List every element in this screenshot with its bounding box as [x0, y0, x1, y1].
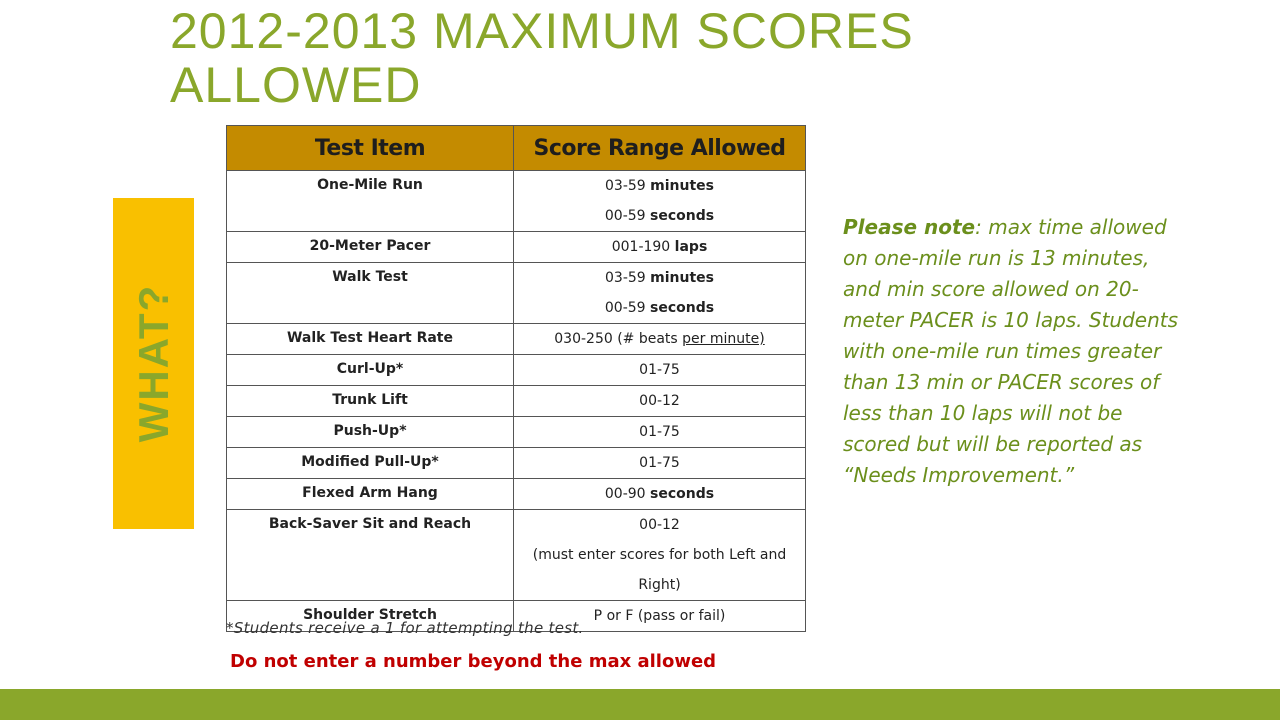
range-unit: minutes	[650, 178, 714, 194]
table-row	[227, 263, 806, 324]
table-footnote: *Students receive a 1 for attempting the test.	[226, 619, 584, 637]
score-range-cell: 01-75	[514, 417, 806, 448]
score-range-cell: 01-75	[514, 448, 806, 479]
range-unit: minutes	[650, 270, 714, 286]
test-item-cell: Flexed Arm Hang	[227, 479, 514, 510]
note-body: : max time allowed on one-mile run is 13 minutes, and min score allowed on 20-meter PACER is 10 laps. Students with one-mile run times greater than 13 min or PACER scores of less than 10 laps will not be scored but will be reported as “Needs Improvement.”	[843, 215, 1179, 487]
table-row	[227, 232, 806, 263]
test-item-cell: Curl-Up*	[227, 355, 514, 386]
please-note-text	[843, 212, 1188, 491]
score-range-cell: 01-75	[514, 355, 806, 386]
side-label: WHAT?	[130, 283, 177, 443]
footer-band	[0, 689, 1280, 720]
slide-title: 2012-2013 MAXIMUM SCORES ALLOWED	[170, 3, 914, 113]
max-warning: Do not enter a number beyond the max allowed	[230, 651, 717, 672]
range-line	[514, 201, 805, 231]
score-range-cell: P or F (pass or fail)	[514, 601, 806, 632]
test-item-cell: Walk Test	[227, 263, 514, 324]
table-row	[227, 479, 806, 510]
range-number: 00-59	[604, 208, 646, 224]
column-header-score-range: Score Range Allowed	[514, 126, 806, 171]
score-range-cell	[514, 171, 806, 232]
table-row	[227, 171, 806, 232]
table-row	[227, 448, 806, 479]
range-number: 00-90	[604, 486, 646, 502]
column-header-test-item: Test Item	[227, 126, 514, 171]
range-text: 00-12	[639, 517, 680, 533]
range-extra-text: (must enter scores for both Left and Right)	[532, 547, 787, 593]
score-range-cell	[514, 324, 806, 355]
test-item-cell: Push-Up*	[227, 417, 514, 448]
range-line	[514, 479, 805, 509]
table-row	[227, 510, 806, 601]
range-unit: seconds	[650, 486, 715, 502]
test-item-cell: One-Mile Run	[227, 171, 514, 232]
test-item-cell: Trunk Lift	[227, 386, 514, 417]
range-line	[514, 171, 805, 201]
range-text: 030-250 (# beats	[554, 331, 683, 347]
table-row	[227, 386, 806, 417]
test-item-cell: Back-Saver Sit and Reach	[227, 510, 514, 601]
test-item-cell: 20-Meter Pacer	[227, 232, 514, 263]
table-header-row	[227, 126, 806, 171]
score-range-cell	[514, 479, 806, 510]
table-row	[227, 324, 806, 355]
range-unit: laps	[674, 239, 708, 255]
test-item-cell: Walk Test Heart Rate	[227, 324, 514, 355]
range-number: 03-59	[605, 270, 646, 286]
range-underlined-text: per minute)	[682, 331, 765, 347]
score-range-cell	[514, 510, 806, 601]
range-unit: seconds	[650, 300, 715, 316]
range-number: 03-59	[605, 178, 646, 194]
note-lead: Please note	[843, 215, 976, 239]
range-unit: seconds	[650, 208, 715, 224]
range-line	[514, 232, 805, 262]
range-number: 00-59	[604, 300, 646, 316]
score-range-cell	[514, 263, 806, 324]
range-number: 001-190	[611, 239, 671, 255]
score-range-cell	[514, 232, 806, 263]
table-row	[227, 355, 806, 386]
range-line	[514, 263, 805, 293]
test-item-cell: Shoulder Stretch	[227, 601, 514, 632]
max-scores-table	[226, 125, 806, 632]
range-line	[514, 293, 805, 323]
score-range-cell: 00-12	[514, 386, 806, 417]
table-row	[227, 417, 806, 448]
test-item-cell: Modified Pull-Up*	[227, 448, 514, 479]
